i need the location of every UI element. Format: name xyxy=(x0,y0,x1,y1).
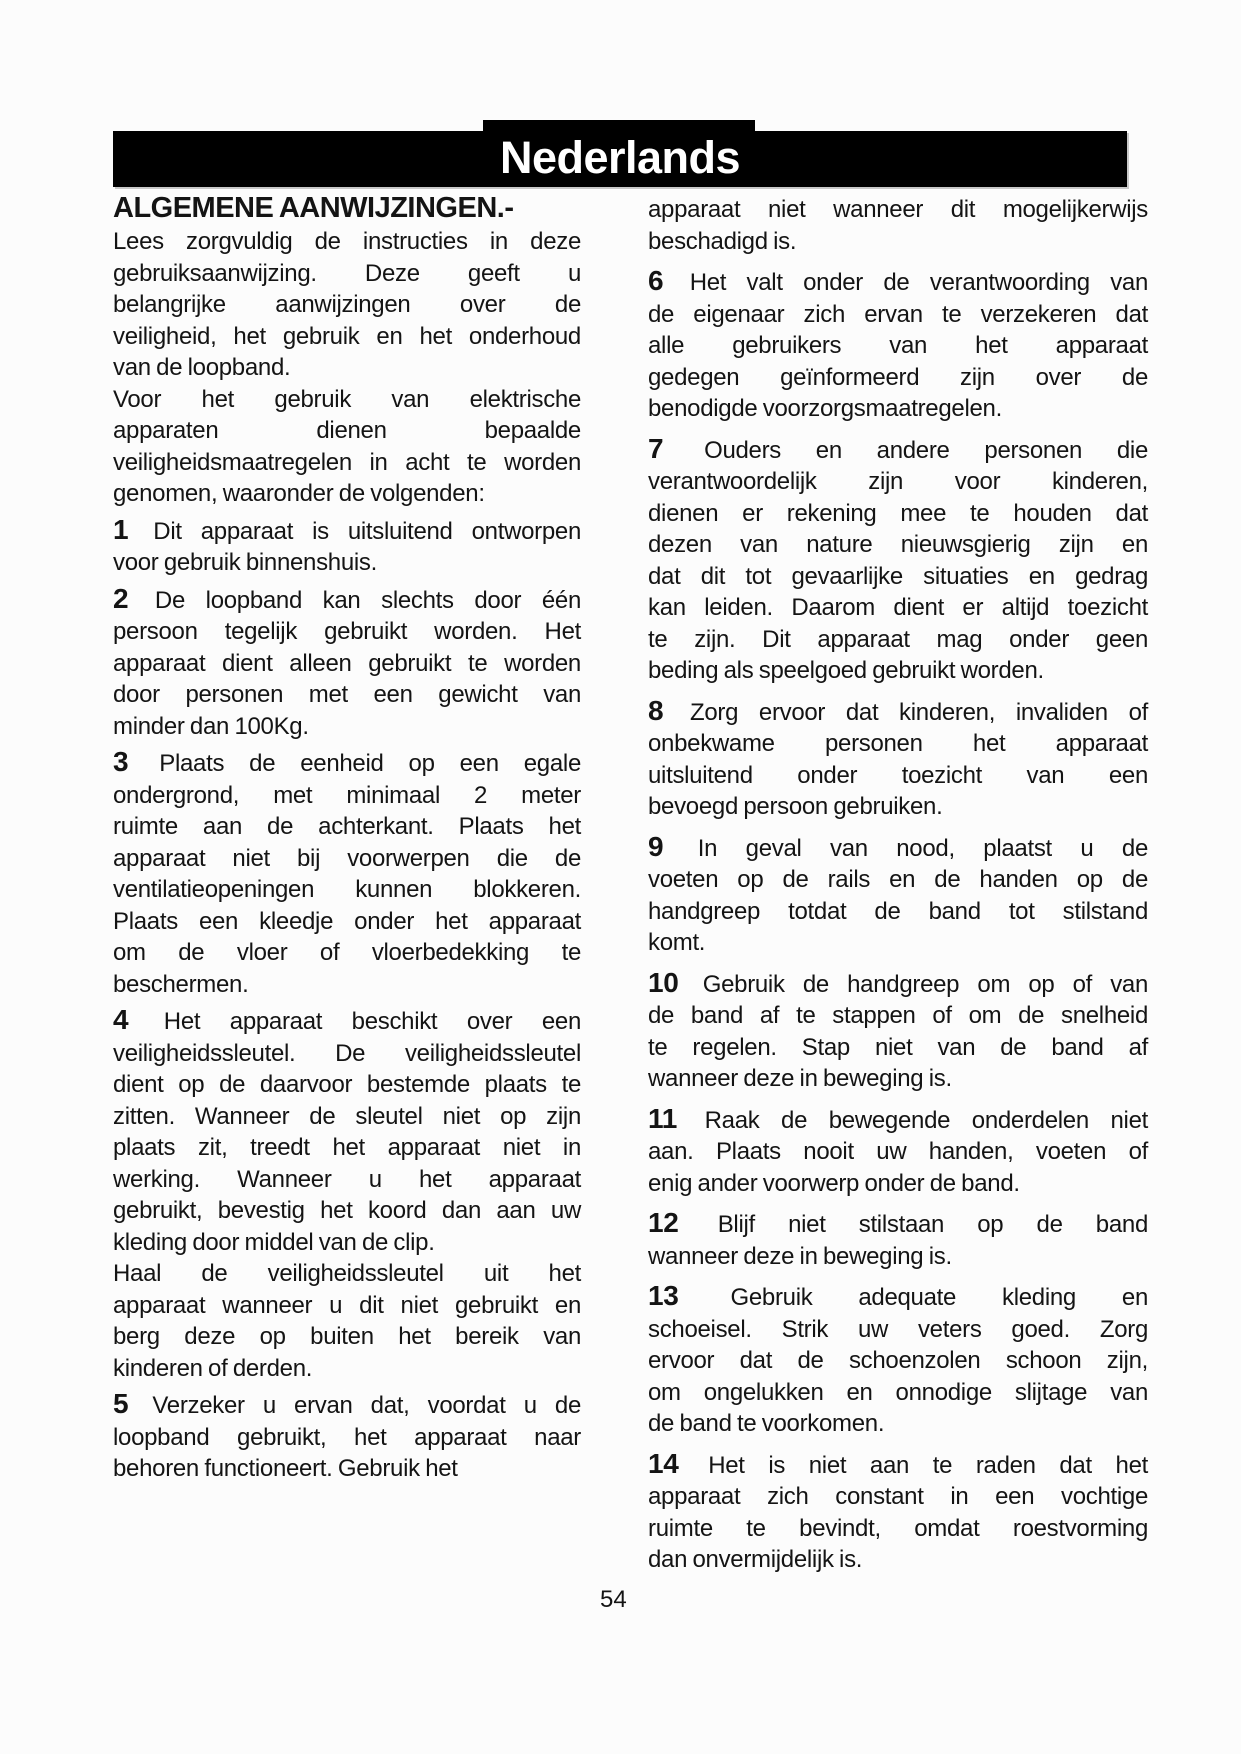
text-line: kleding door middel van de clip. xyxy=(113,1228,435,1256)
text-line: beschermen. xyxy=(113,970,249,998)
text-line: verantwoordelijk zijn voor kinderen, xyxy=(648,468,1148,495)
text-line: beding als speelgoed gebruikt worden. xyxy=(648,657,1044,684)
text-line: kan leiden. Daarom dient er altijd toezicht xyxy=(648,594,1148,621)
text-line: Plaats een kleedje onder het apparaat xyxy=(113,907,581,935)
text-line: apparaat zich constant in een vochtige xyxy=(648,1483,1148,1510)
text-line: veiligheidssleutel. De veiligheidssleutel xyxy=(113,1039,581,1067)
text-line: wanneer deze in beweging is. xyxy=(648,1242,952,1270)
item-number: 7 xyxy=(648,432,664,464)
right-column xyxy=(648,190,1148,1576)
numbered-item xyxy=(113,514,581,579)
text-line: Lees zorgvuldig de instructies in deze xyxy=(113,228,581,255)
text-line: gedegen geïnformeerd zijn over de xyxy=(648,363,1148,391)
text-line: zitten. Wanneer de sleutel niet op zijn xyxy=(113,1102,581,1130)
text-line: genomen, waaronder de volgenden: xyxy=(113,480,485,507)
text-line: kinderen of derden. xyxy=(113,1354,313,1382)
text-line: beschadigd is. xyxy=(648,227,797,255)
page-title: Nederlands xyxy=(499,131,741,183)
item-number: 2 xyxy=(113,582,129,614)
text-line: dient op de daarvoor bestemde plaats te xyxy=(113,1071,581,1098)
text-line: 5 Verzeker u ervan dat, voordat u de xyxy=(113,1388,581,1419)
text-line: 8 Zorg ervoor dat kinderen, invaliden of xyxy=(648,694,1148,726)
text-line: berg deze op buiten het bereik van xyxy=(113,1323,581,1350)
item-number: 11 xyxy=(648,1102,677,1134)
item-number: 1 xyxy=(113,513,129,545)
text-line: om ongelukken en onnodige slijtage van xyxy=(648,1378,1148,1406)
text-line: voeten op de rails en de handen op de xyxy=(648,866,1148,893)
section-heading: ALGEMENE AANWIJZINGEN.- xyxy=(113,192,514,224)
item-number: 10 xyxy=(648,966,679,998)
text-line: Haal de veiligheidssleutel uit het xyxy=(113,1260,581,1287)
text-line: 13 Gebruik adequate kleding en xyxy=(648,1280,1148,1311)
text-line: apparaat wanneer u dit niet gebruikt en xyxy=(113,1291,581,1319)
text-line: ondergrond, met minimaal 2 meter xyxy=(113,781,581,809)
text-line: werking. Wanneer u het apparaat xyxy=(113,1165,581,1193)
text-line: de band te voorkomen. xyxy=(648,1410,885,1437)
paragraph xyxy=(113,1258,581,1384)
text-line: behoren functioneert. Gebruik het xyxy=(113,1455,458,1482)
text-line: apparaten dienen bepaalde xyxy=(113,417,581,444)
paragraph xyxy=(113,384,581,510)
text-line: de band af te stappen of om de snelheid xyxy=(648,1002,1148,1029)
text-line: aan. Plaats nooit uw handen, voeten of xyxy=(648,1138,1148,1165)
text-line: belangrijke aanwijzingen over de xyxy=(113,291,581,318)
numbered-item xyxy=(113,1388,581,1485)
numbered-item xyxy=(113,1004,581,1258)
text-line: dan onvermijdelijk is. xyxy=(648,1546,863,1573)
text-line: 1 Dit apparaat is uitsluitend ontworpen xyxy=(113,513,581,545)
text-line: van de loopband. xyxy=(113,354,291,381)
text-line: ruimte aan de achterkant. Plaats het xyxy=(113,813,581,840)
text-line: 9 In geval van nood, plaatst u de xyxy=(648,830,1148,862)
text-line: 12 Blijf niet stilstaan op de band xyxy=(648,1207,1148,1238)
left-column-text xyxy=(113,226,581,1485)
text-line: te zijn. Dit apparaat mag onder geen xyxy=(648,625,1148,653)
text-line: dat dit tot gevaarlijke situaties en gedrag xyxy=(648,562,1148,590)
numbered-item xyxy=(648,1448,1148,1576)
numbered-item xyxy=(648,1103,1148,1200)
numbered-item xyxy=(648,265,1148,425)
text-line: 7 Ouders en andere personen die xyxy=(648,432,1148,464)
text-line: de eigenaar zich ervan te verzekeren dat xyxy=(648,300,1148,328)
text-line: Voor het gebruik van elektrische xyxy=(113,385,581,413)
text-line: 10 Gebruik de handgreep om op of van xyxy=(648,966,1148,998)
item-number: 3 xyxy=(113,746,129,777)
text-line: dezen van nature nieuwsgierig zijn en xyxy=(648,531,1148,558)
paragraph xyxy=(648,194,1148,257)
text-line: 11 Raak de bewegende onderdelen niet xyxy=(648,1102,1148,1134)
text-line: plaats zit, treedt het apparaat niet in xyxy=(113,1134,581,1161)
numbered-item xyxy=(113,746,581,1000)
text-line: loopband gebruikt, het apparaat naar xyxy=(113,1423,581,1451)
paragraph xyxy=(113,226,581,384)
numbered-item xyxy=(648,1207,1148,1272)
text-line: 6 Het valt onder de verantwoording van xyxy=(648,265,1148,296)
numbered-item xyxy=(113,583,581,743)
numbered-item xyxy=(648,695,1148,823)
item-number: 13 xyxy=(648,1280,679,1311)
text-line: gebruiksaanwijzing. Deze geeft u xyxy=(113,259,581,287)
text-line: voor gebruik binnenshuis. xyxy=(113,549,378,576)
header-bar xyxy=(113,131,1127,187)
item-number: 8 xyxy=(648,694,664,726)
text-line: komt. xyxy=(648,929,706,956)
text-line: ruimte te bevindt, omdat roestvorming xyxy=(648,1514,1148,1542)
text-line: ventilatieopeningen kunnen blokkeren. xyxy=(113,876,581,903)
text-line: 14 Het is niet aan te raden dat het xyxy=(648,1447,1148,1479)
item-number: 9 xyxy=(648,830,664,862)
text-line: enig ander voorwerp onder de band. xyxy=(648,1169,1020,1197)
text-line: minder dan 100Kg. xyxy=(113,712,309,740)
numbered-item xyxy=(648,967,1148,1095)
text-line: alle gebruikers van het apparaat xyxy=(648,332,1148,359)
right-column-text xyxy=(648,194,1148,1576)
text-line: handgreep totdat de band tot stilstand xyxy=(648,897,1148,925)
numbered-item xyxy=(648,831,1148,959)
text-line: bevoegd persoon gebruiken. xyxy=(648,793,943,820)
text-line: 3 Plaats de eenheid op een egale xyxy=(113,746,581,777)
text-line: wanneer deze in beweging is. xyxy=(648,1065,952,1092)
text-line: persoon tegelijk gebruikt worden. Het xyxy=(113,618,581,645)
item-number: 6 xyxy=(648,265,664,296)
text-line: 4 Het apparaat beschikt over een xyxy=(113,1004,581,1035)
text-line: apparaat niet bij voorwerpen die de xyxy=(113,844,581,872)
left-column xyxy=(113,190,581,1485)
item-number: 12 xyxy=(648,1207,679,1238)
text-line: te regelen. Stap niet van de band af xyxy=(648,1033,1148,1061)
text-line: veiligheid, het gebruik en het onderhoud xyxy=(113,322,581,350)
text-line: onbekwame personen het apparaat xyxy=(648,730,1148,757)
text-line: om de vloer of vloerbedekking te xyxy=(113,939,581,966)
text-line: apparaat niet wanneer dit mogelijkerwijs xyxy=(648,196,1148,223)
numbered-item xyxy=(648,1280,1148,1440)
text-line: gebruikt, bevestig het koord dan aan uw xyxy=(113,1197,581,1224)
item-number: 14 xyxy=(648,1447,679,1479)
text-line: benodigde voorzorgsmaatregelen. xyxy=(648,395,1002,422)
text-line: 2 De loopband kan slechts door één xyxy=(113,582,581,614)
page-number: 54 xyxy=(600,1586,627,1613)
item-number: 4 xyxy=(113,1004,129,1035)
text-line: uitsluitend onder toezicht van een xyxy=(648,761,1148,789)
text-line: ervoor dat de schoenzolen schoon zijn, xyxy=(648,1347,1148,1374)
text-line: dienen er rekening mee te houden dat xyxy=(648,499,1148,527)
text-line: door personen met een gewicht van xyxy=(113,681,581,708)
text-line: schoeisel. Strik uw veters goed. Zorg xyxy=(648,1315,1148,1343)
text-line: apparaat dient alleen gebruikt te worden xyxy=(113,649,581,677)
text-line: veiligheidsmaatregelen in acht te worden xyxy=(113,448,581,476)
numbered-item xyxy=(648,433,1148,687)
item-number: 5 xyxy=(113,1388,129,1419)
